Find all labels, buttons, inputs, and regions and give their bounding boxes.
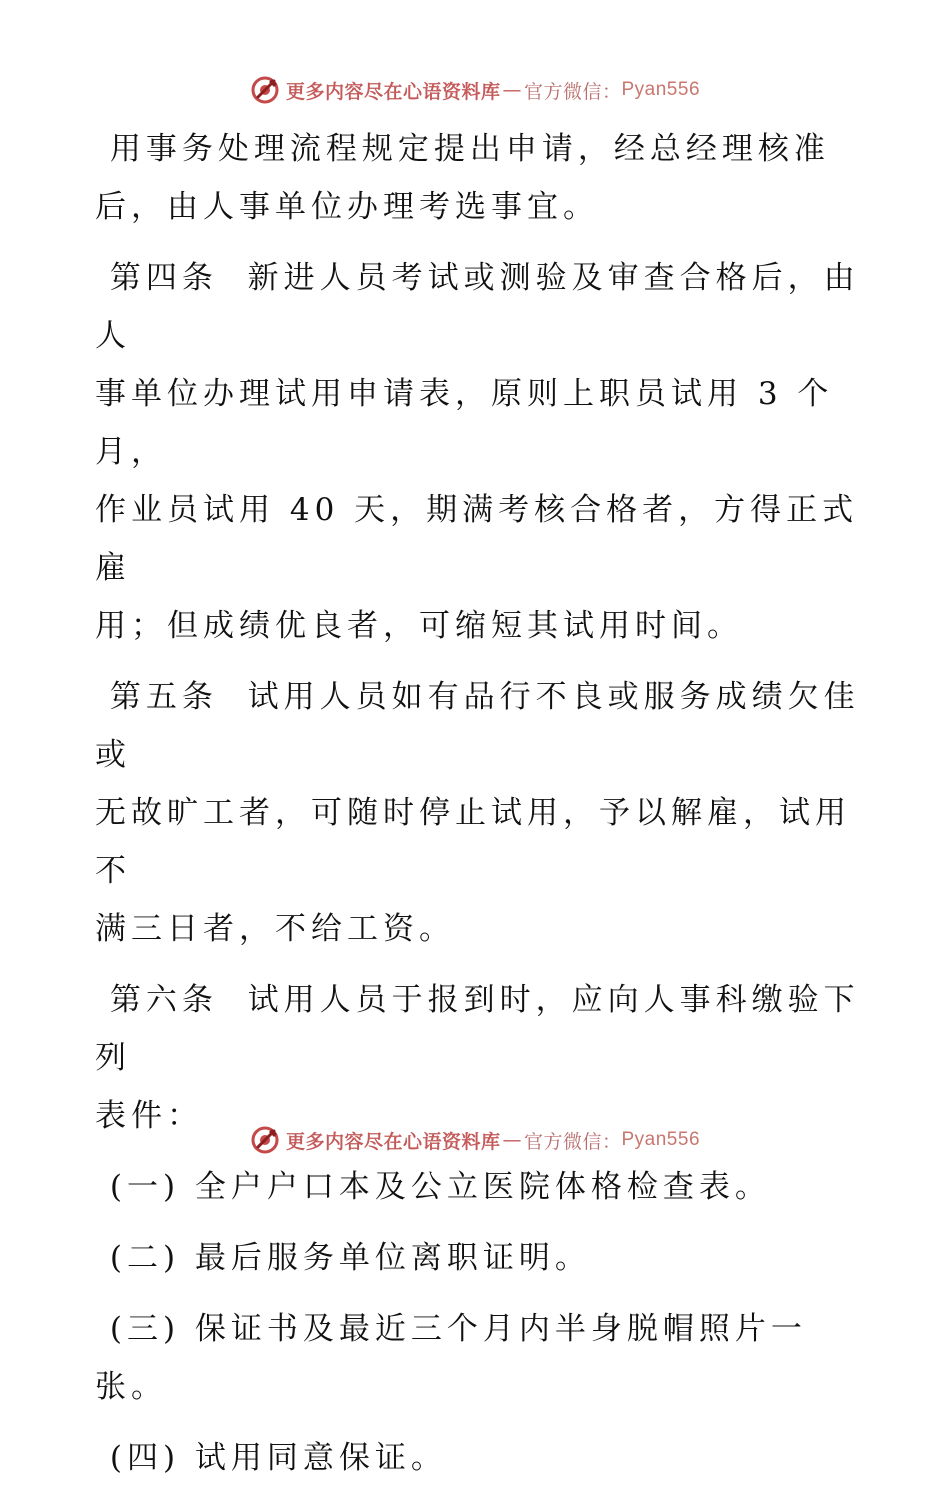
- brand-logo-icon: [250, 75, 280, 105]
- watermark-main-text: 更多内容尽在心语资料库: [285, 1130, 501, 1153]
- list-item-1: (一) 全户户口本及公立医院体格检查表。: [95, 1169, 771, 1205]
- watermark-sub-text: 官方微信：: [523, 80, 622, 103]
- watermark-main-text: 更多内容尽在心语资料库: [285, 80, 501, 103]
- paragraph-article-6: 第六条 试用人员于报到时，应向人事科缴验下列 表件：: [95, 982, 860, 1134]
- paragraph-article-5: 第五条 试用人员如有品行不良或服务成绩欠佳或 无故旷工者，可随时停止试用，予以解雇，试用不 满三日者，不给工资。: [95, 679, 860, 947]
- document-body: [95, 120, 875, 1487]
- paragraph-article-4: 第四条 新进人员考试或测验及审查合格后，由人 事单位办理试用申请表，原则上职员试用 3 个月， 作业员试用 40 天，期满考核合格者，方得正式雇 用；但成绩优良者，可缩短其试用时间。: [95, 260, 860, 644]
- list-item-3: (三) 保证书及最近三个月内半身脱帽照片一张。: [95, 1311, 807, 1405]
- paragraph-continuation: 用事务处理流程规定提出申请，经总经理核准 后，由人事单位办理考选事宜。: [95, 131, 830, 225]
- list-item-4: (四) 试用同意保证。: [95, 1440, 447, 1476]
- list-item-2: (二) 最后服务单位离职证明。: [95, 1240, 591, 1276]
- watermark-dash: —: [502, 79, 522, 101]
- watermark-wechat-id: Pyan556: [621, 79, 701, 100]
- watermark-sub-text: 官方微信：: [523, 1130, 622, 1153]
- header-watermark: [0, 70, 950, 110]
- footer-watermark: [0, 1120, 950, 1160]
- watermark-dash: —: [502, 1129, 522, 1151]
- watermark-wechat-id: Pyan556: [621, 1129, 701, 1150]
- brand-logo-icon: [250, 1125, 280, 1155]
